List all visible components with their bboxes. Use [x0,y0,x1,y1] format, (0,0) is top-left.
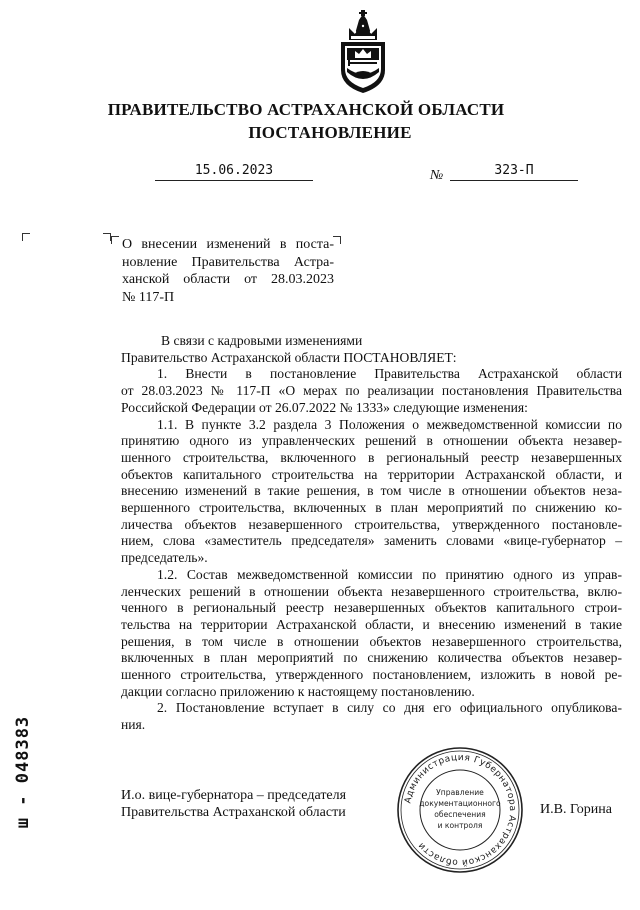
paragraph-1-1-line: принятию одного из управленческих решений в отношении объекта незавер- [121,433,622,449]
paragraph-1-1-line: личества объектов незавершенного строительства, утвержденного постановле- [121,516,622,532]
signer-name: И.В. Горина [540,802,613,817]
document-body [121,333,622,734]
side-serial-number [8,700,38,860]
signer-position-line: Правительства Астраханской области [121,805,346,820]
signer-position [121,787,346,821]
government-title: ПРАВИТЕЛЬСТВО АСТРАХАНСКОЙ ОБЛАСТИ [107,100,505,119]
number-sign: № [430,168,444,183]
paragraph-1-1-line: шенного строительства, включенного в региональный реестр незавершенных [121,449,622,465]
paragraph-1-2-line: ченного в региональный реестр незавершенных объектов капитального строи- [121,600,622,616]
seal-center-line: обеспечения [434,810,486,819]
document-subject [122,236,334,306]
official-seal [395,745,525,875]
subject-line: О внесении изменений в поста- [122,237,334,252]
corner-mark [103,233,111,241]
preamble-line: В связи с кадровыми изменениями [161,333,363,348]
paragraph-2-line: ния. [121,717,146,733]
paragraph-1-line: Российской Федерации от 26.07.2022 № 1333» следующие изменения: [121,399,528,415]
seal-center-line: документационного [419,799,501,808]
paragraph-1-1-line: объектов капитального строительства на территории Астраханской области, и [121,466,622,482]
paragraph-1-1-line: внесению изменений в такие решения, в том числе в отношении объектов неза- [121,483,622,499]
side-serial-text: ш - 048383 [13,715,33,829]
paragraph-1-2-line: дакции согласно приложению к настоящему постановлению. [121,683,475,699]
paragraph-1-2-line: шенного строительства, утвержденного постановлением, изложить в новой ре- [121,667,622,683]
paragraph-1-line: от 28.03.2023 № 117-П «О мерах по реализации постановления Правительства [121,383,622,399]
signer-position-line: И.о. вице-губернатора – председателя [121,788,347,803]
document-type: ПОСТАНОВЛЕНИЕ [248,123,412,142]
paragraph-1-2-line: решения, в том числе в отношении объектов незавершенного строительства, [121,633,622,649]
subject-line: ханской области от 28.03.2023 [122,272,334,287]
paragraph-1-1-line: нием, слова «заместитель председателя» заменить словами «вице-губернатор – [121,533,622,549]
paragraph-1-1-line: председатель». [121,550,208,566]
paragraph-1-2-line: ленческих решений в отношении объекта незавершенного строительства, вклю- [121,583,622,599]
document-number: 323-П [450,163,578,181]
paragraph-1-2-line: включенных в план мероприятий по снижению количества объектов незавер- [121,650,622,666]
corner-mark [111,236,119,244]
seal-center-line: и контроля [437,821,483,830]
paragraph-1-2-line: тельства на территории Астраханской области, и внесению изменений в такие [121,616,622,632]
document-date: 15.06.2023 [155,163,313,181]
seal-center-line: Управление [436,788,484,797]
seal-ring-text: Администрация Губернатора Астраханской области [403,752,518,868]
paragraph-2-line: 2. Постановление вступает в силу со дня его официального опубликова- [157,700,622,716]
paragraph-1-line: 1. Внести в постановление Правительства Астраханской области [157,366,622,382]
corner-mark [333,236,341,244]
subject-line: новление Правительства Астра- [122,254,334,270]
subject-line: № 117-П [122,289,175,305]
paragraph-1-1-line: вершенного строительства, включенных в план мероприятий по снижению ко- [121,500,622,516]
corner-mark [22,233,30,241]
paragraph-1-2-line: 1.2. Состав межведомственной комиссии по принятию одного из управ- [157,566,622,582]
paragraph-1-1-line: 1.1. В пункте 3.2 раздела 3 Положения о межведомственной комиссии по [157,416,622,432]
preamble-line: Правительство Астраханской области ПОСТАНОВЛЯЕТ: [121,349,457,365]
coat-of-arms-icon [335,10,391,94]
